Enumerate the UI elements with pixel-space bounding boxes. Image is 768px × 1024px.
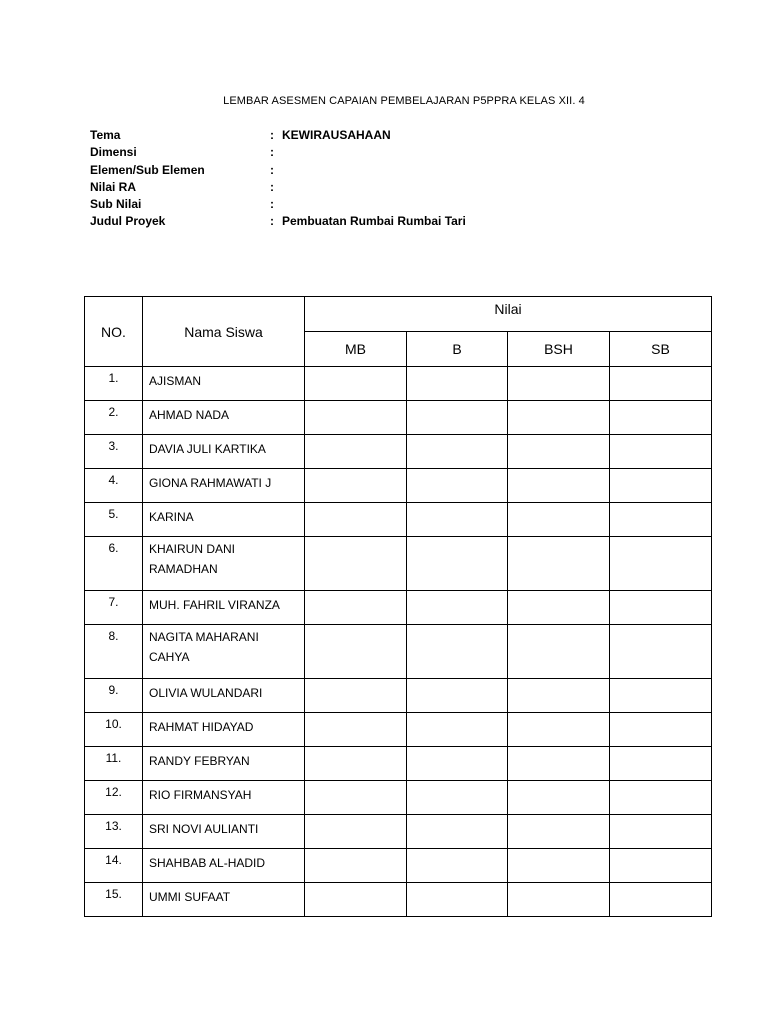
grade-cell-b xyxy=(407,713,508,747)
grade-cell-bsh xyxy=(508,469,610,503)
grade-cell-mb xyxy=(305,469,407,503)
grade-cell-bsh xyxy=(508,679,610,713)
document-title: LEMBAR ASESMEN CAPAIAN PEMBELAJARAN P5PPRA KELAS XII. 4 xyxy=(223,95,585,107)
grade-cell-bsh xyxy=(508,713,610,747)
grade-cell-mb xyxy=(305,883,407,917)
grade-cell-sb xyxy=(610,781,712,815)
grade-cell-bsh xyxy=(508,367,610,401)
assessment-table xyxy=(84,296,712,917)
grade-cell-mb xyxy=(305,781,407,815)
grade-cell-bsh xyxy=(508,591,610,625)
meta-row-sub-nilai xyxy=(90,196,466,213)
meta-label: Nilai RA xyxy=(90,179,137,194)
student-name: MUH. FAHRIL VIRANZA xyxy=(143,591,305,625)
student-name: NAGITA MAHARANI CAHYA xyxy=(143,625,305,679)
grade-cell-b xyxy=(407,883,508,917)
student-name: OLIVIA WULANDARI xyxy=(143,679,305,713)
meta-label: Sub Nilai xyxy=(90,197,142,212)
grade-cell-b xyxy=(407,435,508,469)
grade-cell-mb xyxy=(305,435,407,469)
grade-cell-mb xyxy=(305,625,407,679)
row-number: 13. xyxy=(85,815,143,849)
grade-cell-mb xyxy=(305,747,407,781)
grade-cell-b xyxy=(407,591,508,625)
header-grade-b: B xyxy=(407,332,508,367)
grade-cell-b xyxy=(407,781,508,815)
row-number: 3. xyxy=(85,435,143,469)
grade-cell-sb xyxy=(610,883,712,917)
grade-cell-mb xyxy=(305,401,407,435)
grade-cell-mb xyxy=(305,367,407,401)
row-number: 11. xyxy=(85,747,143,781)
meta-row-tema xyxy=(90,127,466,144)
grade-cell-sb xyxy=(610,401,712,435)
grade-cell-sb xyxy=(610,849,712,883)
grade-cell-sb xyxy=(610,469,712,503)
meta-colon: : xyxy=(270,145,274,160)
grade-cell-sb xyxy=(610,435,712,469)
grade-cell-b xyxy=(407,849,508,883)
meta-colon: : xyxy=(270,162,274,177)
grade-cell-b xyxy=(407,537,508,591)
table-row xyxy=(85,679,712,713)
table-row xyxy=(85,747,712,781)
meta-row-nilai-ra xyxy=(90,179,466,196)
row-number: 12. xyxy=(85,781,143,815)
table-row xyxy=(85,537,712,591)
grade-cell-mb xyxy=(305,679,407,713)
student-name: SHAHBAB AL-HADID xyxy=(143,849,305,883)
student-name: DAVIA JULI KARTIKA xyxy=(143,435,305,469)
grade-cell-bsh xyxy=(508,401,610,435)
grade-cell-sb xyxy=(610,625,712,679)
grade-cell-sb xyxy=(610,537,712,591)
table-row xyxy=(85,367,712,401)
row-number: 15. xyxy=(85,883,143,917)
table-row xyxy=(85,401,712,435)
grade-cell-sb xyxy=(610,591,712,625)
row-number: 9. xyxy=(85,679,143,713)
meta-label: Dimensi xyxy=(90,145,137,160)
table-row xyxy=(85,503,712,537)
meta-label: Tema xyxy=(90,128,121,142)
grade-cell-bsh xyxy=(508,625,610,679)
student-name: KARINA xyxy=(143,503,305,537)
grade-cell-sb xyxy=(610,367,712,401)
grade-cell-bsh xyxy=(508,815,610,849)
grade-cell-b xyxy=(407,679,508,713)
row-number: 2. xyxy=(85,401,143,435)
row-number: 1. xyxy=(85,367,143,401)
grade-cell-bsh xyxy=(508,435,610,469)
student-name: SRI NOVI AULIANTI xyxy=(143,815,305,849)
student-name: RIO FIRMANSYAH xyxy=(143,781,305,815)
row-number: 6. xyxy=(85,537,143,591)
meta-colon: : xyxy=(270,214,274,229)
table-row xyxy=(85,469,712,503)
student-name: RANDY FEBRYAN xyxy=(143,747,305,781)
table-row xyxy=(85,591,712,625)
table-row xyxy=(85,815,712,849)
student-name: UMMI SUFAAT xyxy=(143,883,305,917)
meta-row-elemen xyxy=(90,162,466,179)
row-number: 4. xyxy=(85,469,143,503)
student-name: KHAIRUN DANI RAMADHAN xyxy=(143,537,305,591)
table-row xyxy=(85,849,712,883)
meta-label: Elemen/Sub Elemen xyxy=(90,162,205,177)
grade-cell-b xyxy=(407,367,508,401)
meta-colon: : xyxy=(270,128,274,142)
header-nilai: Nilai xyxy=(305,297,712,332)
grade-cell-b xyxy=(407,815,508,849)
grade-cell-b xyxy=(407,401,508,435)
grade-cell-mb xyxy=(305,849,407,883)
grade-cell-sb xyxy=(610,679,712,713)
meta-value: KEWIRAUSAHAAN xyxy=(282,128,391,142)
grade-cell-bsh xyxy=(508,849,610,883)
table-row xyxy=(85,781,712,815)
meta-value: Pembuatan Rumbai Rumbai Tari xyxy=(282,214,466,229)
meta-colon: : xyxy=(270,179,274,194)
meta-row-dimensi xyxy=(90,144,466,161)
header-grade-bsh: BSH xyxy=(508,332,610,367)
grade-cell-sb xyxy=(610,747,712,781)
table-row xyxy=(85,713,712,747)
row-number: 7. xyxy=(85,591,143,625)
grade-cell-mb xyxy=(305,591,407,625)
meta-row-judul-proyek xyxy=(90,213,466,230)
meta-block xyxy=(90,127,466,231)
grade-cell-mb xyxy=(305,537,407,591)
row-number: 5. xyxy=(85,503,143,537)
student-name: AJISMAN xyxy=(143,367,305,401)
meta-colon: : xyxy=(270,197,274,212)
header-no: NO. xyxy=(85,297,143,367)
grade-cell-bsh xyxy=(508,747,610,781)
grade-cell-mb xyxy=(305,713,407,747)
grade-cell-b xyxy=(407,503,508,537)
grade-cell-b xyxy=(407,747,508,781)
student-name: RAHMAT HIDAYAD xyxy=(143,713,305,747)
grade-cell-bsh xyxy=(508,537,610,591)
student-name: GIONA RAHMAWATI J xyxy=(143,469,305,503)
grade-cell-sb xyxy=(610,713,712,747)
grade-cell-sb xyxy=(610,815,712,849)
row-number: 14. xyxy=(85,849,143,883)
header-grade-mb: MB xyxy=(305,332,407,367)
table-row xyxy=(85,883,712,917)
header-nama-siswa: Nama Siswa xyxy=(143,297,305,367)
grade-cell-b xyxy=(407,469,508,503)
meta-label: Judul Proyek xyxy=(90,214,166,229)
grade-cell-sb xyxy=(610,503,712,537)
table-row xyxy=(85,435,712,469)
row-number: 10. xyxy=(85,713,143,747)
table-row xyxy=(85,625,712,679)
row-number: 8. xyxy=(85,625,143,679)
header-grade-sb: SB xyxy=(610,332,712,367)
student-name: AHMAD NADA xyxy=(143,401,305,435)
grade-cell-bsh xyxy=(508,883,610,917)
grade-cell-bsh xyxy=(508,781,610,815)
grade-cell-mb xyxy=(305,815,407,849)
grade-cell-bsh xyxy=(508,503,610,537)
grade-cell-mb xyxy=(305,503,407,537)
grade-cell-b xyxy=(407,625,508,679)
